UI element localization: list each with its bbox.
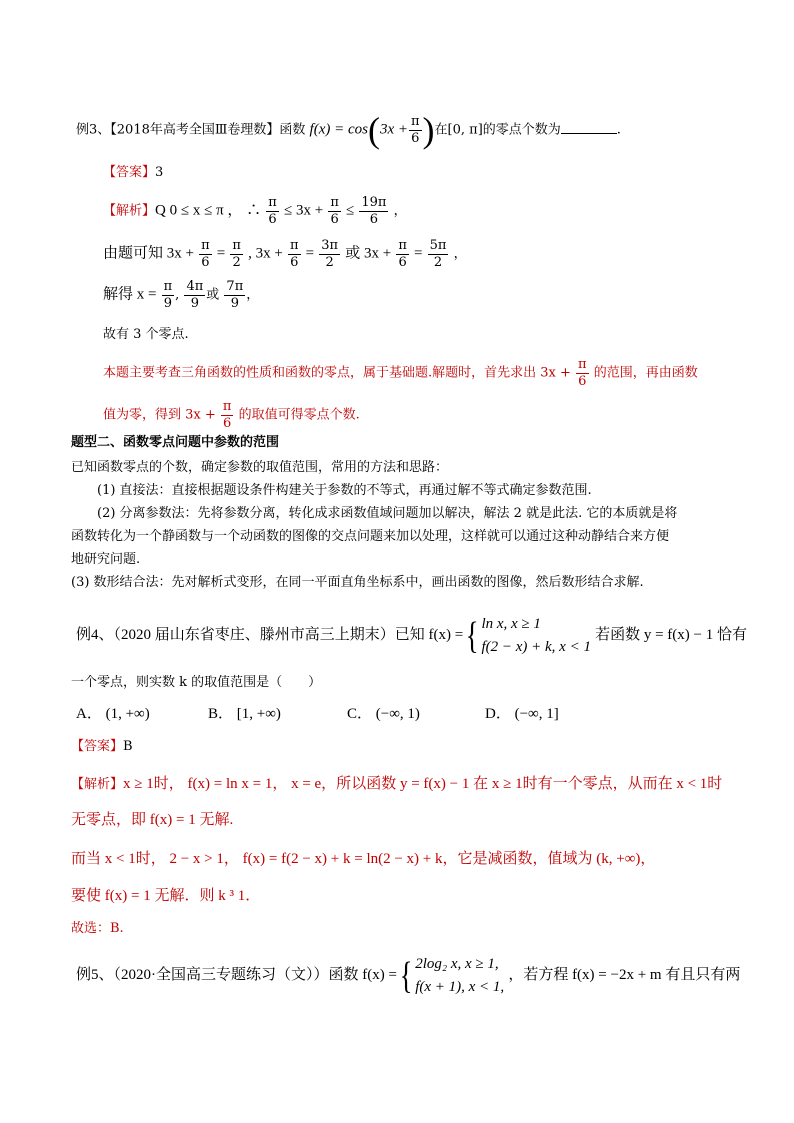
example-4-answer <box>71 740 133 753</box>
example-3-question-tail: 在[0, π]的零点个数为 <box>434 122 561 138</box>
solution-text: Q 0 ≤ x ≤ π ， ∴ <box>155 202 262 219</box>
fraction <box>396 239 409 269</box>
question-text: 例4、（2020 届山东省枣庄、滕州市高三上期末）已知 f(x) = <box>76 627 464 643</box>
fraction-numerator: 19π <box>361 195 387 210</box>
fraction-numerator: π <box>163 279 173 294</box>
example-3-inner: 3x + <box>379 121 408 138</box>
example-4-solution-line-5: 故选：B. <box>71 921 124 936</box>
fraction <box>230 239 243 269</box>
solution-text: ≤ <box>346 202 355 219</box>
piecewise-cases <box>481 613 591 658</box>
solution-text: 由题可知 3x + <box>103 245 194 262</box>
fraction <box>221 400 234 430</box>
case-1: 2log₂ x, x ≥ 1, <box>415 956 499 972</box>
answer-label: 【答案】 <box>71 739 124 754</box>
fraction-numerator: 5π <box>429 238 447 253</box>
fraction <box>266 196 279 226</box>
fraction-numerator: π <box>578 357 587 372</box>
example-3-prefix: 例3、【2018年高考全国Ⅲ卷理数】函数 <box>76 122 310 138</box>
fraction-denominator: 6 <box>268 211 277 227</box>
fraction-denominator: 6 <box>201 254 210 270</box>
left-brace: { <box>399 954 413 997</box>
fraction-numerator: π <box>398 238 407 253</box>
example-4-solution-line-4: 要使 f(x) = 1 无解．则 k ³ 1． <box>71 888 261 904</box>
question-text: 若函数 y = f(x) − 1 恰有 <box>595 627 747 643</box>
fraction-denominator: 2 <box>433 254 443 270</box>
fraction <box>428 239 449 269</box>
option-b: B． [1, +∞) <box>208 706 281 722</box>
option-a: A． (1, +∞) <box>76 706 150 722</box>
method-3: (3) 数形结合法：先对解析式变形，在同一平面直角坐标系中，画出函数的图像，然后数形结合求解. <box>71 575 644 590</box>
fraction <box>409 115 422 145</box>
answer-value: B <box>123 739 133 754</box>
answer-label: 【答案】 <box>103 165 156 180</box>
method-2-line-2: 函数转化为一个静函数与一个动函数的图像的交点问题来加以处理，这样就可以通过这种动静结合来方便 <box>71 529 670 544</box>
example-3-solution-line-3 <box>103 280 259 310</box>
example-4-solution-line-3: 而当 x < 1时， 2 − x > 1， f(x) = f(2 − x) + k = ln(2 − x) + k，它是减函数，值域为 (k, +∞)， <box>71 851 656 867</box>
fraction-denominator: 6 <box>290 254 299 270</box>
fraction <box>576 358 589 388</box>
solution-text: = <box>414 245 423 262</box>
fraction-numerator: π <box>289 238 299 253</box>
note-text: 本题主要考查三角函数的性质和函数的零点，属于基础题.解题时，首先求出 3x + <box>103 365 571 381</box>
example-3-solution-line-1 <box>103 196 407 226</box>
fraction <box>224 280 245 310</box>
section-intro: 已知函数零点的个数，确定参数的取值范围，常用的方法和思路： <box>71 460 449 475</box>
fraction-numerator: 4π <box>186 279 204 294</box>
question-text: 例5、（2020·全国高三专题练习（文））函数 f(x) = <box>76 967 397 983</box>
fraction-denominator: 6 <box>330 211 339 227</box>
example-4-question <box>76 613 747 658</box>
fraction-denominator: 6 <box>369 211 379 227</box>
solution-text: , 3x + <box>248 245 283 262</box>
example-4-solution-line-1 <box>71 777 722 792</box>
solution-text: ≤ 3x + <box>283 202 324 219</box>
solution-text: = <box>216 245 226 262</box>
fraction-denominator: 2 <box>232 254 241 270</box>
solution-text: x ≥ 1时， f(x) = ln x = 1， x = e，所以函数 y = f(x) − 1 在 x ≥ 1时有一个零点，从而在 x < 1时 <box>123 776 723 792</box>
fraction <box>359 196 388 226</box>
note-text: 值为零，得到 3x + <box>103 407 216 423</box>
fraction-numerator: 7π <box>226 279 244 294</box>
option-d: D． (−∞, 1] <box>485 706 559 722</box>
example-3-note-line-2 <box>103 400 360 430</box>
case-1: ln x, x ≥ 1 <box>481 616 541 632</box>
fraction-numerator: 3π <box>321 238 339 253</box>
example-3-answer <box>103 166 163 179</box>
solution-text: 解得 x = <box>103 286 157 303</box>
fraction-denominator: 2 <box>325 254 334 270</box>
answer-value: 3 <box>155 165 164 180</box>
fraction <box>184 280 205 310</box>
fraction-numerator: π <box>330 195 339 210</box>
fraction-numerator: π <box>201 238 210 253</box>
fraction <box>162 280 175 310</box>
fraction-numerator: π <box>268 195 277 210</box>
right-paren: ) <box>422 110 435 150</box>
fraction-denominator: 9 <box>190 295 199 311</box>
example-3-solution-line-4 <box>103 328 189 341</box>
solution-text: = <box>305 245 315 262</box>
fraction-denominator: 9 <box>163 295 173 311</box>
section-title: 题型二、函数零点问题中参数的范围 <box>71 435 280 450</box>
answer-blank <box>561 121 617 134</box>
solution-text: , <box>175 287 180 303</box>
case-2: f(x + 1), x < 1, <box>415 978 505 995</box>
fraction-denominator: 9 <box>230 295 239 311</box>
example-3-note-line-1 <box>103 358 698 388</box>
fraction-denominator: 6 <box>411 130 420 146</box>
method-2-line-3: 地研究问题. <box>71 552 141 567</box>
solution-text: 故有 3 个零点. <box>103 327 189 342</box>
solution-text: ， <box>453 246 467 262</box>
fraction <box>319 239 340 269</box>
solution-text: 或 3x + <box>345 245 392 262</box>
left-brace: { <box>465 614 479 657</box>
fraction-denominator: 6 <box>578 373 587 389</box>
example-4-solution-line-2: 无零点，即 f(x) = 1 无解. <box>71 812 234 828</box>
fraction-numerator: π <box>232 238 241 253</box>
method-1: (1) 直接法：直接根据题设条件构建关于参数的不等式，再通过解不等式确定参数范围. <box>97 483 592 498</box>
solution-text: 或 <box>206 287 220 303</box>
example-3-function: f(x) = cos <box>309 121 368 138</box>
fraction <box>199 239 212 269</box>
note-text: 的范围，再由函数 <box>593 365 698 381</box>
option-c: C． (−∞, 1) <box>347 706 420 722</box>
solution-text: ， <box>246 287 260 303</box>
fraction-denominator: 6 <box>398 254 407 270</box>
left-paren: ( <box>367 110 380 150</box>
solution-text: ， <box>393 203 407 219</box>
fraction <box>288 239 301 269</box>
example-3-question <box>76 112 621 148</box>
example-5-question <box>76 953 740 998</box>
piecewise-cases <box>415 953 504 998</box>
example-3-solution-line-2 <box>103 239 467 269</box>
solution-label: 【解析】 <box>71 777 124 792</box>
solution-label: 【解析】 <box>103 203 156 219</box>
method-2-line-1: (2) 分离参数法：先将参数分离，转化成求函数值域问题加以解决，解法 2 就是此法. 它的本质就是将 <box>97 506 678 521</box>
case-2: f(2 − x) + k, x < 1 <box>481 638 591 655</box>
fraction-numerator: π <box>222 399 232 414</box>
period: . <box>616 122 621 138</box>
fraction-numerator: π <box>411 113 420 129</box>
fraction-denominator: 6 <box>223 415 232 431</box>
example-4-question-line-2: 一个零点，则实数 k 的取值范围是（ ） <box>71 675 322 690</box>
fraction <box>328 196 341 226</box>
question-text: ，若方程 f(x) = −2x + m 有且只有两 <box>508 967 741 983</box>
note-text: 的取值可得零点个数. <box>238 407 360 423</box>
